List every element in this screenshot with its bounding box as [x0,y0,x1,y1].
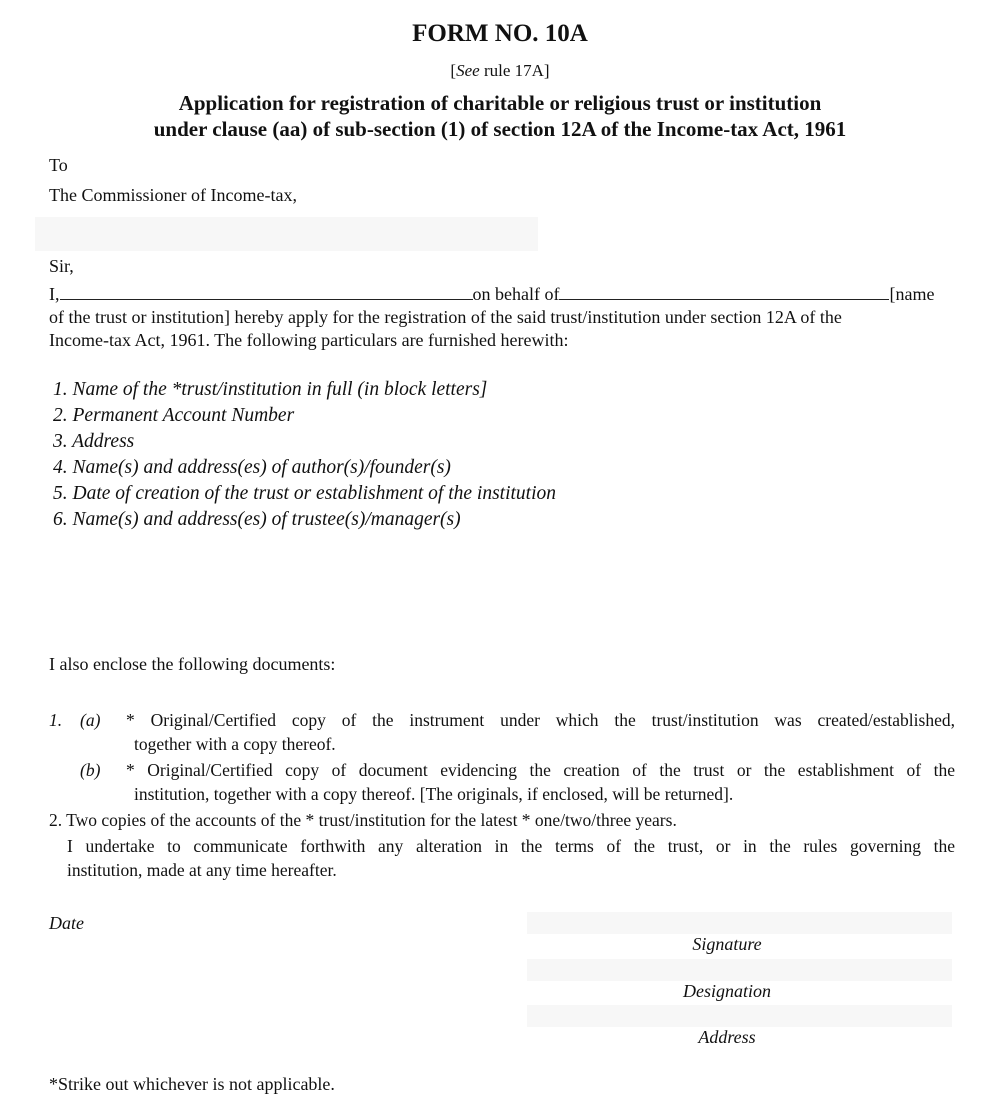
commissioner-address-field[interactable] [35,217,538,251]
trust-name-field[interactable] [559,282,889,300]
date-label: Date [49,913,84,933]
designation-field[interactable] [527,959,952,981]
subtitle-line-2: under clause (aa) of sub-section (1) of section 12A of the Income-tax Act, 1961 [153,117,847,141]
undertaking-line-1: I undertake to communicate forthwith any alteration in the terms of the trust, or in the rules governing the [67,836,955,856]
name-note: [name [889,284,935,304]
particular-item: 3. Address [53,431,135,452]
signature-label: Signature [692,934,762,954]
address-label: Address [698,1027,756,1047]
enclosure-item-1b-line-1: * Original/Certified copy of document evidencing the creation of the trust or the establishment of the [126,760,955,780]
signature-field[interactable] [527,912,952,934]
applicant-name-field[interactable] [60,282,473,300]
enclosures-list [0,708,1000,888]
rule-see: See [456,61,480,80]
salutation: Sir, [49,256,74,276]
particular-item: 1. Name of the *trust/institution in full (in block letters] [53,379,488,400]
address-field[interactable] [527,1005,952,1027]
particular-item: 5. Date of creation of the trust or establishment of the institution [53,483,557,504]
enclosure-item-1a-line-1: * Original/Certified copy of the instrument under which the trust/institution was created/established, [126,710,955,730]
enclosure-item-1-number: 1. [49,710,63,730]
enclosures-intro: I also enclose the following documents: [49,654,336,674]
enclosure-item-2: 2. Two copies of the accounts of the * trust/institution for the latest * one/two/three years. [49,810,677,830]
declaration-line-1 [49,282,934,306]
form-title: FORM NO. 10A [412,20,588,47]
rule-reference: [See rule 17A] [450,61,550,80]
designation-label: Designation [683,981,771,1001]
form-subtitle [0,90,1000,142]
declaration-line-3: Income-tax Act, 1961. The following particulars are furnished herewith: [49,330,569,350]
declaration-prefix: I, [49,284,60,304]
enclosure-item-1b-line-2: institution, together with a copy thereof. [The originals, if enclosed, will be returned]. [134,784,734,804]
particular-item: 4. Name(s) and address(es) of author(s)/founder(s) [53,457,451,478]
particular-item: 2. Permanent Account Number [53,405,295,426]
footnote: *Strike out whichever is not applicable. [49,1074,335,1094]
particular-item: 6. Name(s) and address(es) of trustee(s)/manager(s) [53,509,461,530]
enclosure-item-1b-label: (b) [80,760,101,780]
declaration-line-2: of the trust or institution] hereby apply for the registration of the said trust/institution under section 12A of the [49,307,842,327]
on-behalf-label: on behalf of [472,284,560,304]
undertaking-line-2: institution, made at any time hereafter. [67,860,337,880]
enclosure-item-1a-line-2: together with a copy thereof. [134,734,336,754]
enclosure-item-1a-label: (a) [80,710,101,730]
subtitle-line-1: Application for registration of charitable or religious trust or institution [178,91,822,115]
particulars-list [53,377,556,533]
to-label: To [49,155,68,175]
commissioner-label: The Commissioner of Income-tax, [49,185,297,205]
